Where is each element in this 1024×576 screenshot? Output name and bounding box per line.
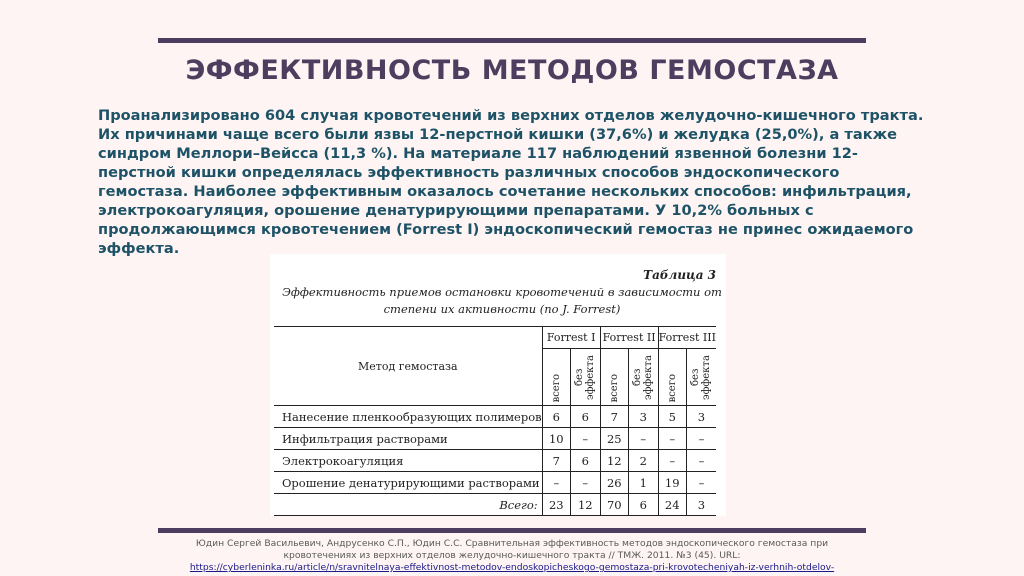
row-method-name: Электрокоагуляция [274,450,542,472]
table-cell: 24 [658,494,686,516]
subheader-total: всего [658,349,686,406]
total-label: Всего: [274,494,542,516]
table-cell: – [686,472,716,494]
table-row [274,450,716,472]
slide-title: ЭФФЕКТИВНОСТЬ МЕТОДОВ ГЕМОСТАЗА [185,55,839,86]
bottom-divider [158,528,866,533]
group-header-forrest-1: Forrest I [542,327,600,349]
table-cell: – [570,472,600,494]
table-cell: 2 [628,450,658,472]
table-cell: – [686,450,716,472]
table-cell: 5 [658,406,686,428]
subheader-total: всего [600,349,628,406]
table-cell: 6 [570,406,600,428]
row-method-name: Нанесение пленкообразующих полимеров [274,406,542,428]
table-cell: – [542,472,570,494]
table-cell: 3 [686,406,716,428]
table-cell: 23 [542,494,570,516]
table-total-row [274,494,716,516]
table-cell: 3 [686,494,716,516]
table-cell: – [658,450,686,472]
citation-text: Юдин Сергей Васильевич, Андрусенко С.П., Юдин С.С. Сравнительная эффективность методов эндоскопического гемостаза при кровотечениях из верхних отделов желудочно-кишечного тракта // ТМЖ. 2011. №3 (45). URL: [195,538,829,561]
table-cell: 7 [600,406,628,428]
subheader-total: всего [542,349,570,406]
subheader-no-effect: без эффекта [686,349,716,406]
hemostasis-table [274,326,716,516]
table-row [274,428,716,450]
subheader-no-effect: без эффекта [570,349,600,406]
table-cell: 6 [628,494,658,516]
row-method-name: Орошение денатурирующими растворами [274,472,542,494]
table-cell: – [686,428,716,450]
table-cell: 70 [600,494,628,516]
table-label: Таблица 3 [643,268,716,282]
table-cell: 10 [542,428,570,450]
table-cell: 1 [628,472,658,494]
table-caption: Эффективность приемов остановки кровотечений в зависимости от степени их активности (по J. Forrest) [282,285,722,316]
table-row [274,472,716,494]
subheader-no-effect: без эффекта [628,349,658,406]
source-citation [160,538,864,574]
top-divider [158,38,866,43]
table-cell: 3 [628,406,658,428]
table-cell: 6 [570,450,600,472]
table-cell: 6 [542,406,570,428]
table-cell: – [658,428,686,450]
table-cell: 12 [600,450,628,472]
table-cell: 12 [570,494,600,516]
group-header-forrest-3: Forrest III [658,327,716,349]
row-method-name: Инфильтрация растворами [274,428,542,450]
method-column-header: Метод гемостаза [274,327,542,406]
table-row [274,406,716,428]
table-cell: 26 [600,472,628,494]
table-cell: – [570,428,600,450]
table-cell: – [628,428,658,450]
table-cell: 25 [600,428,628,450]
table-cell: 7 [542,450,570,472]
slide-body-text: Проанализировано 604 случая кровотечений из верхних отделов желудочно-кишечного тракта. Их причинами чаще всего были язвы 12-перстной кишки (37,6%) и желудка (25,0%), а также синдром Меллори–Вейсса (11,3 %). На материале 117 наблюдений язвенной болезни 12-перстной кишки определялась эффективность различных способов эндоскопического гемостаза. Наиболее эффективным оказалось сочетание нескольких способов: инфильтрация, электрокоагуляция, орошение денатурирующими препаратами. У 10,2% больных с продолжающимся кровотечением (Forrest I) эндоскопический гемостаз не принес ожидаемого эффекта. [98,107,924,257]
table-figure [270,254,726,516]
group-header-forrest-2: Forrest II [600,327,658,349]
citation-link[interactable]: https://cyberleninka.ru/article/n/sravnitelnaya-effektivnost-metodov-endoskopicheskogo-gemostaza-pri-krovotecheniyah-iz-verhnih-otdelov- [189,562,835,573]
table-cell: 19 [658,472,686,494]
